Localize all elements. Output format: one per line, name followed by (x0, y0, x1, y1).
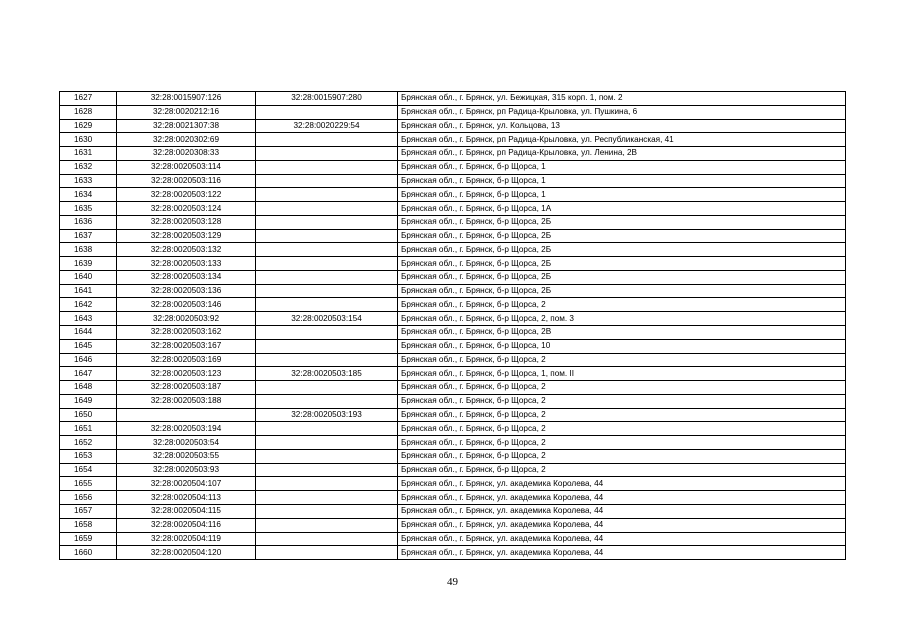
row-number-cell: 1660 (60, 546, 117, 560)
cadastral-number-cell: 32:28:0020504:119 (117, 532, 256, 546)
row-number-cell: 1655 (60, 477, 117, 491)
table-row (60, 270, 846, 284)
table-row (60, 449, 846, 463)
related-cadastral-number-cell (256, 353, 398, 367)
cadastral-number-cell: 32:28:0020302:69 (117, 133, 256, 147)
related-cadastral-number-cell (256, 147, 398, 161)
row-number-cell: 1659 (60, 532, 117, 546)
address-cell: Брянская обл., г. Брянск, б-р Щорса, 1, пом. II (398, 367, 846, 381)
related-cadastral-number-cell (256, 270, 398, 284)
address-cell: Брянская обл., г. Брянск, б-р Щорса, 1 (398, 174, 846, 188)
table-row (60, 326, 846, 340)
address-cell: Брянская обл., г. Брянск, б-р Щорса, 1 (398, 188, 846, 202)
row-number-cell: 1652 (60, 436, 117, 450)
row-number-cell: 1658 (60, 518, 117, 532)
row-number-cell: 1628 (60, 105, 117, 119)
table-row (60, 491, 846, 505)
cadastral-number-cell: 32:28:0020503:124 (117, 202, 256, 216)
related-cadastral-number-cell (256, 174, 398, 188)
related-cadastral-number-cell: 32:28:0020503:154 (256, 312, 398, 326)
cadastral-number-cell (117, 408, 256, 422)
address-cell: Брянская обл., г. Брянск, б-р Щорса, 2Б (398, 243, 846, 257)
table-row (60, 518, 846, 532)
cadastral-number-cell: 32:28:0020503:187 (117, 381, 256, 395)
row-number-cell: 1646 (60, 353, 117, 367)
address-cell: Брянская обл., г. Брянск, ул. Бежицкая, 315 корп. 1, пом. 2 (398, 92, 846, 106)
row-number-cell: 1649 (60, 394, 117, 408)
related-cadastral-number-cell (256, 326, 398, 340)
cadastral-number-cell: 32:28:0020212:16 (117, 105, 256, 119)
row-number-cell: 1640 (60, 270, 117, 284)
address-cell: Брянская обл., г. Брянск, б-р Щорса, 10 (398, 339, 846, 353)
cadastral-number-cell: 32:28:0020503:167 (117, 339, 256, 353)
related-cadastral-number-cell (256, 105, 398, 119)
table-row (60, 477, 846, 491)
row-number-cell: 1644 (60, 326, 117, 340)
cadastral-number-cell: 32:28:0020503:136 (117, 284, 256, 298)
row-number-cell: 1636 (60, 215, 117, 229)
table-row (60, 436, 846, 450)
table-row (60, 160, 846, 174)
related-cadastral-number-cell (256, 518, 398, 532)
address-cell: Брянская обл., г. Брянск, б-р Щорса, 2 (398, 381, 846, 395)
row-number-cell: 1647 (60, 367, 117, 381)
row-number-cell: 1633 (60, 174, 117, 188)
cadastral-number-cell: 32:28:0020503:123 (117, 367, 256, 381)
cadastral-number-cell: 32:28:0020503:129 (117, 229, 256, 243)
cadastral-number-cell: 32:28:0020503:128 (117, 215, 256, 229)
table-row (60, 188, 846, 202)
address-cell: Брянская обл., г. Брянск, ул. академика Королева, 44 (398, 491, 846, 505)
address-cell: Брянская обл., г. Брянск, ул. академика Королева, 44 (398, 546, 846, 560)
row-number-cell: 1645 (60, 339, 117, 353)
address-cell: Брянская обл., г. Брянск, ул. академика Королева, 44 (398, 518, 846, 532)
address-cell: Брянская обл., г. Брянск, б-р Щорса, 2Б (398, 270, 846, 284)
address-cell: Брянская обл., г. Брянск, б-р Щорса, 2 (398, 422, 846, 436)
related-cadastral-number-cell (256, 436, 398, 450)
related-cadastral-number-cell (256, 546, 398, 560)
cadastral-number-cell: 32:28:0020504:107 (117, 477, 256, 491)
address-cell: Брянская обл., г. Брянск, б-р Щорса, 2 (398, 353, 846, 367)
table-row (60, 92, 846, 106)
cadastral-number-cell: 32:28:0020503:133 (117, 257, 256, 271)
related-cadastral-number-cell (256, 394, 398, 408)
cadastral-number-cell: 32:28:0020308:33 (117, 147, 256, 161)
registry-table (59, 91, 846, 560)
address-cell: Брянская обл., г. Брянск, ул. Кольцова, 13 (398, 119, 846, 133)
related-cadastral-number-cell: 32:28:0020503:185 (256, 367, 398, 381)
row-number-cell: 1638 (60, 243, 117, 257)
related-cadastral-number-cell (256, 215, 398, 229)
row-number-cell: 1641 (60, 284, 117, 298)
address-cell: Брянская обл., г. Брянск, б-р Щорса, 2 (398, 463, 846, 477)
row-number-cell: 1657 (60, 504, 117, 518)
address-cell: Брянская обл., г. Брянск, б-р Щорса, 2 (398, 436, 846, 450)
table-row (60, 215, 846, 229)
row-number-cell: 1627 (60, 92, 117, 106)
address-cell: Брянская обл., г. Брянск, ул. академика Королева, 44 (398, 504, 846, 518)
table-body (60, 92, 846, 560)
related-cadastral-number-cell (256, 257, 398, 271)
table-row (60, 422, 846, 436)
cadastral-number-cell: 32:28:0020503:93 (117, 463, 256, 477)
row-number-cell: 1639 (60, 257, 117, 271)
table-row (60, 133, 846, 147)
related-cadastral-number-cell (256, 504, 398, 518)
row-number-cell: 1632 (60, 160, 117, 174)
address-cell: Брянская обл., г. Брянск, б-р Щорса, 2 (398, 298, 846, 312)
address-cell: Брянская обл., г. Брянск, б-р Щорса, 2Б (398, 257, 846, 271)
table-row (60, 174, 846, 188)
row-number-cell: 1654 (60, 463, 117, 477)
row-number-cell: 1648 (60, 381, 117, 395)
related-cadastral-number-cell (256, 381, 398, 395)
table-row (60, 408, 846, 422)
row-number-cell: 1634 (60, 188, 117, 202)
table-row (60, 394, 846, 408)
cadastral-number-cell: 32:28:0020504:113 (117, 491, 256, 505)
related-cadastral-number-cell (256, 532, 398, 546)
cadastral-number-cell: 32:28:0020504:115 (117, 504, 256, 518)
related-cadastral-number-cell (256, 284, 398, 298)
related-cadastral-number-cell (256, 491, 398, 505)
row-number-cell: 1643 (60, 312, 117, 326)
row-number-cell: 1631 (60, 147, 117, 161)
cadastral-number-cell: 32:28:0020503:169 (117, 353, 256, 367)
cadastral-number-cell: 32:28:0020504:116 (117, 518, 256, 532)
row-number-cell: 1630 (60, 133, 117, 147)
address-cell: Брянская обл., г. Брянск, б-р Щорса, 1 (398, 160, 846, 174)
table-row (60, 339, 846, 353)
row-number-cell: 1637 (60, 229, 117, 243)
table-row (60, 353, 846, 367)
table-row (60, 119, 846, 133)
cadastral-number-cell: 32:28:0020503:194 (117, 422, 256, 436)
table-row (60, 284, 846, 298)
row-number-cell: 1629 (60, 119, 117, 133)
address-cell: Брянская обл., г. Брянск, б-р Щорса, 2Б (398, 215, 846, 229)
cadastral-number-cell: 32:28:0020503:134 (117, 270, 256, 284)
row-number-cell: 1656 (60, 491, 117, 505)
cadastral-number-cell: 32:28:0020503:188 (117, 394, 256, 408)
cadastral-number-cell: 32:28:0020504:120 (117, 546, 256, 560)
table-row (60, 367, 846, 381)
related-cadastral-number-cell (256, 229, 398, 243)
cadastral-number-cell: 32:28:0020503:132 (117, 243, 256, 257)
related-cadastral-number-cell (256, 243, 398, 257)
table-row (60, 298, 846, 312)
related-cadastral-number-cell (256, 463, 398, 477)
table-row (60, 546, 846, 560)
address-cell: Брянская обл., г. Брянск, б-р Щорса, 2В (398, 326, 846, 340)
related-cadastral-number-cell: 32:28:0020503:193 (256, 408, 398, 422)
related-cadastral-number-cell (256, 422, 398, 436)
address-cell: Брянская обл., г. Брянск, рп Радица-Крыловка, ул. Пушкина, 6 (398, 105, 846, 119)
related-cadastral-number-cell: 32:28:0015907:280 (256, 92, 398, 106)
address-cell: Брянская обл., г. Брянск, ул. академика Королева, 44 (398, 477, 846, 491)
row-number-cell: 1642 (60, 298, 117, 312)
table-row (60, 229, 846, 243)
table-row (60, 147, 846, 161)
table-row (60, 257, 846, 271)
related-cadastral-number-cell (256, 298, 398, 312)
address-cell: Брянская обл., г. Брянск, б-р Щорса, 2 (398, 449, 846, 463)
row-number-cell: 1651 (60, 422, 117, 436)
cadastral-number-cell: 32:28:0020503:116 (117, 174, 256, 188)
address-cell: Брянская обл., г. Брянск, б-р Щорса, 2 (398, 408, 846, 422)
related-cadastral-number-cell (256, 339, 398, 353)
cadastral-number-cell: 32:28:0020503:146 (117, 298, 256, 312)
cadastral-number-cell: 32:28:0020503:55 (117, 449, 256, 463)
cadastral-number-cell: 32:28:0020503:114 (117, 160, 256, 174)
table-row (60, 243, 846, 257)
table-row (60, 532, 846, 546)
cadastral-number-cell: 32:28:0020503:162 (117, 326, 256, 340)
address-cell: Брянская обл., г. Брянск, б-р Щорса, 2Б (398, 284, 846, 298)
related-cadastral-number-cell (256, 449, 398, 463)
table-row (60, 504, 846, 518)
table-row (60, 463, 846, 477)
table-row (60, 202, 846, 216)
address-cell: Брянская обл., г. Брянск, б-р Щорса, 1А (398, 202, 846, 216)
address-cell: Брянская обл., г. Брянск, б-р Щорса, 2Б (398, 229, 846, 243)
address-cell: Брянская обл., г. Брянск, б-р Щорса, 2 (398, 394, 846, 408)
cadastral-number-cell: 32:28:0020503:92 (117, 312, 256, 326)
address-cell: Брянская обл., г. Брянск, рп Радица-Крыловка, ул. Ленина, 2В (398, 147, 846, 161)
table-row (60, 312, 846, 326)
cadastral-number-cell: 32:28:0021307:38 (117, 119, 256, 133)
row-number-cell: 1653 (60, 449, 117, 463)
related-cadastral-number-cell: 32:28:0020229:54 (256, 119, 398, 133)
row-number-cell: 1650 (60, 408, 117, 422)
related-cadastral-number-cell (256, 477, 398, 491)
related-cadastral-number-cell (256, 160, 398, 174)
cadastral-number-cell: 32:28:0020503:54 (117, 436, 256, 450)
row-number-cell: 1635 (60, 202, 117, 216)
cadastral-number-cell: 32:28:0020503:122 (117, 188, 256, 202)
address-cell: Брянская обл., г. Брянск, ул. академика Королева, 44 (398, 532, 846, 546)
address-cell: Брянская обл., г. Брянск, б-р Щорса, 2, пом. 3 (398, 312, 846, 326)
address-cell: Брянская обл., г. Брянск, рп Радица-Крыловка, ул. Республиканская, 41 (398, 133, 846, 147)
page-number: 49 (447, 576, 458, 588)
related-cadastral-number-cell (256, 133, 398, 147)
table-row (60, 381, 846, 395)
related-cadastral-number-cell (256, 202, 398, 216)
table-row (60, 105, 846, 119)
cadastral-number-cell: 32:28:0015907:126 (117, 92, 256, 106)
related-cadastral-number-cell (256, 188, 398, 202)
